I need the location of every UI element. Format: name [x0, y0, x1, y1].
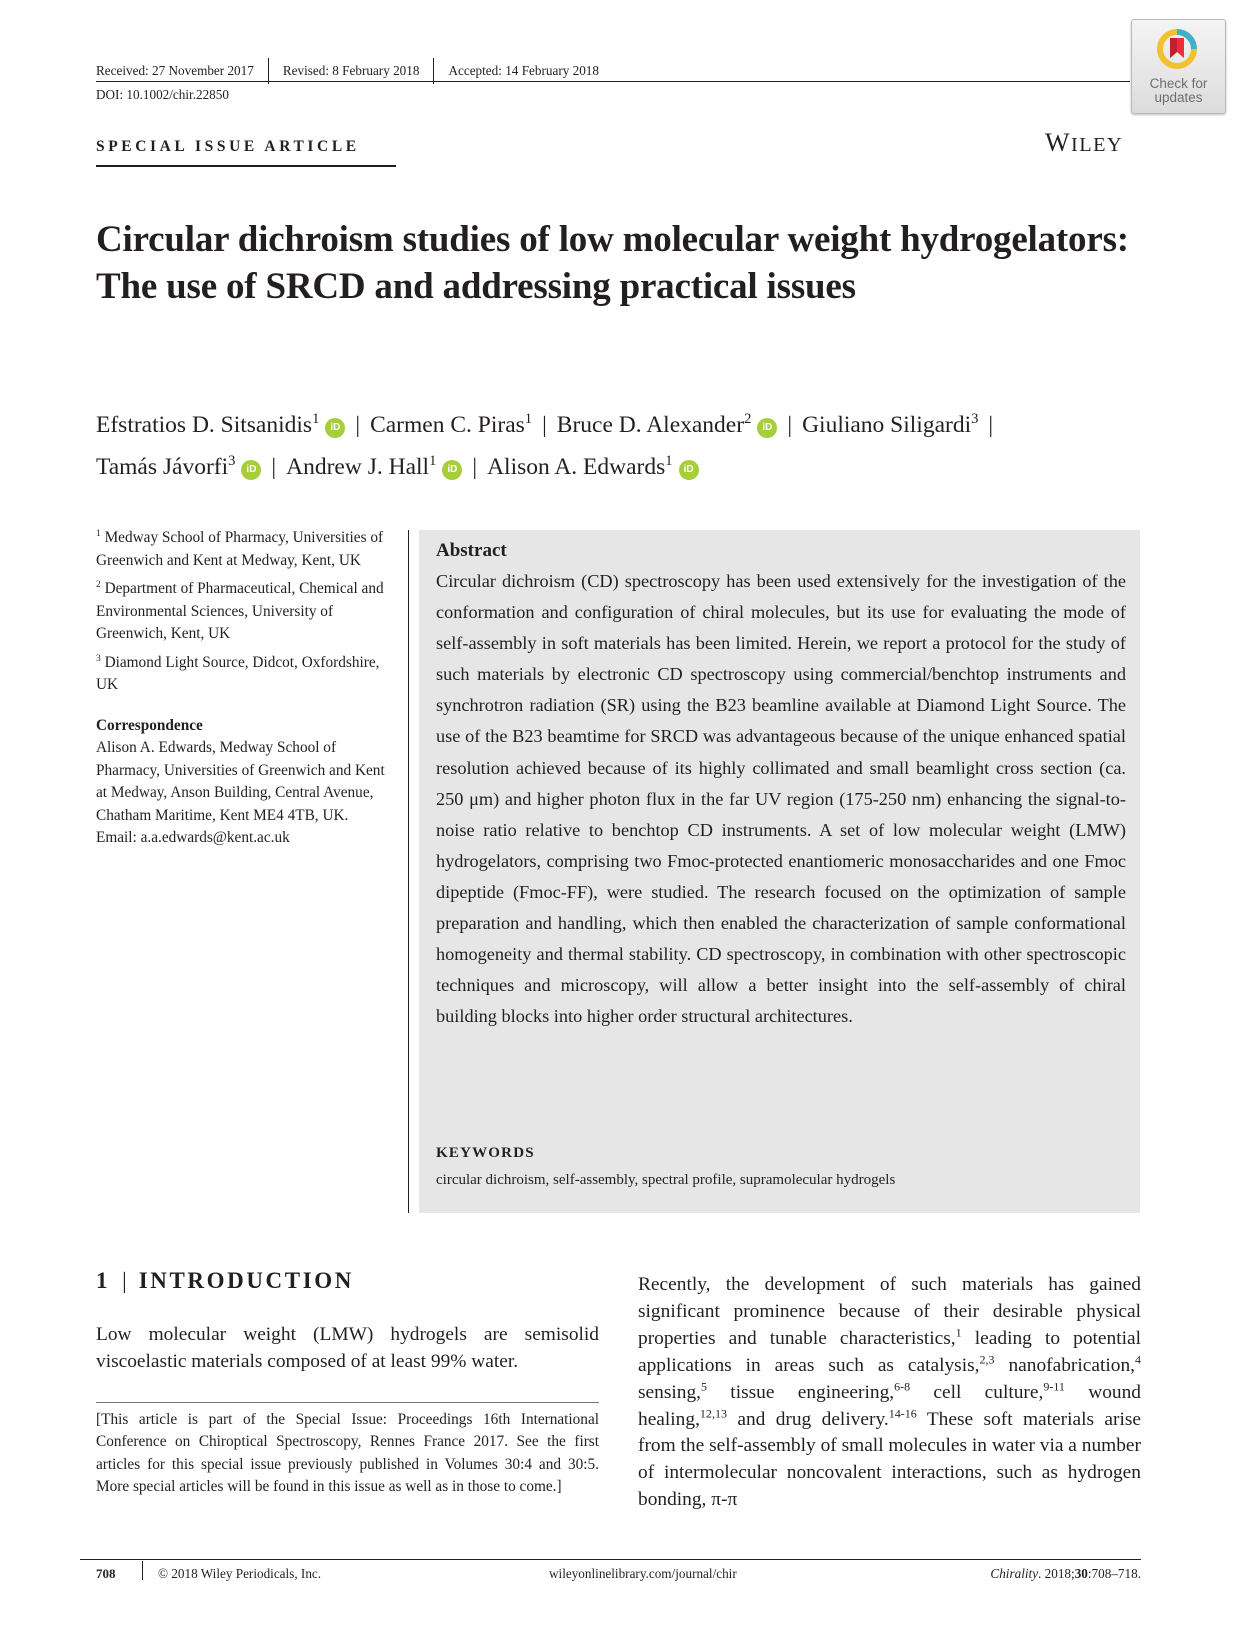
author[interactable]: Efstratios D. Sitsanidis$^1$ — [96, 411, 320, 438]
keywords: circular dichroism, self-assembly, spectral profile, supramolecular hydrogels — [436, 1172, 896, 1188]
citation-ref[interactable]: 6-8 — [894, 1379, 911, 1394]
affiliation-3: $^3$ Diamond Light Source, Didcot, Oxfordshire, UK — [96, 653, 380, 693]
footer-rule — [80, 1559, 1141, 1560]
orcid-icon[interactable]: iD — [757, 418, 777, 438]
author[interactable]: Andrew J. Hall$^1$ — [286, 453, 437, 480]
special-issue-footnote: [This article is part of the Special Issue: Proceedings 16th International Conference on Chiroptical Spectroscopy, Rennes France 2017. See the first articles for this special issue previously published in Volumes 30:4 and 30:5. More special articles will be found in this issue as well as in those to come.] — [96, 1411, 599, 1496]
orcid-icon[interactable]: iD — [241, 460, 261, 480]
journal-url[interactable]: wileyonlinelibrary.com/journal/chir — [549, 1566, 737, 1581]
keywords-heading: KEYWORDS — [436, 1145, 535, 1161]
doi[interactable]: DOI: 10.1002/chir.22850 — [96, 87, 229, 102]
citation-ref[interactable]: 4 — [1135, 1352, 1142, 1367]
citation: Chirality. 2018;30:708–718. — [990, 1566, 1141, 1581]
orcid-icon[interactable]: iD — [325, 418, 345, 438]
article-title: Circular dichroism studies of low molecular weight hydrogelators: The use of SRCD and addressing practical issues — [96, 219, 1129, 307]
affiliation-1: $^1$ Medway School of Pharmacy, Universities of Greenwich and Kent at Medway, Kent, UK — [96, 528, 384, 569]
divider — [142, 1561, 143, 1580]
citation-ref[interactable]: 9-11 — [1043, 1379, 1065, 1394]
affiliation-2: $^2$ Department of Pharmaceutical, Chemical and Environmental Sciences, University of Greenwich, Kent, UK — [96, 579, 384, 642]
affiliations — [96, 527, 396, 850]
correspondence-email[interactable]: Email: a.a.edwards@kent.ac.uk — [96, 829, 290, 846]
author-separator: | — [542, 412, 547, 438]
abstract-text: Circular dichroism (CD) spectroscopy has been used extensively for the investigation of the conformation and configuration of chiral molecules, but its use for evaluating the mode of self-assembly in soft materials has been limited. Herein, we report a protocol for the study of such materials by electronic CD spectroscopy using commercial/benchtop instruments and synchrotron radiation (SR) using the B23 beamline available at Diamond Light Source. The use of the B23 beamtime for SRCD was advantageous because of the unique enhanced spatial resolution achieved because of its highly collimated and small beamlight cross section (ca. 250 μm) and higher photon flux in the far UV region (175-250 nm) enhancing the signal-to-noise ratio relative to benchtop CD instruments. A set of low molecular weight (LMW) hydrogelators, comprising two Fmoc-protected enantiomeric monosaccharides and one Fmoc dipeptide (Fmoc-FF), were studied. The research focused on the optimization of sample preparation and handling, which then enabled the characterization of sample conformational homogeneity and thermal stability. CD spectroscopy, in combination with other spectroscopic techniques and microscopy, will allow a better insight into the self-assembly of chiral building blocks into higher order structural architectures. — [436, 571, 1126, 1027]
accepted-date: Accepted: 14 February 2018 — [448, 63, 599, 78]
article-type-underline — [96, 165, 396, 167]
article-type: SPECIAL ISSUE ARTICLE — [96, 138, 360, 155]
copyright: © 2018 Wiley Periodicals, Inc. — [158, 1566, 322, 1581]
orcid-icon[interactable]: iD — [679, 460, 699, 480]
author-separator: | — [355, 412, 361, 438]
author[interactable]: Alison A. Edwards$^1$ — [487, 453, 673, 480]
correspondence-heading: Correspondence — [96, 716, 203, 734]
author[interactable]: Tamás Jávorfi$^3$ — [96, 453, 236, 480]
revised-date: Revised: 8 February 2018 — [282, 63, 420, 78]
received-date: Received: 27 November 2017 — [96, 63, 254, 78]
badge-label: Check for updates — [1149, 76, 1208, 105]
column-divider — [408, 530, 409, 1213]
citation-ref[interactable]: 2,3 — [979, 1352, 995, 1367]
publisher-logo: WILEY — [1045, 128, 1124, 157]
intro-paragraph-right: Recently, the development of such materials has gained significant prominence because of their desirable physical properties and tunable characteristics,$^1$ leading to potential applications in areas such as catalysis,$^{2,3}$ nanofabrication,$^4$ sensing,$^5$ tissue engineering,$^{6-8}$ cell culture,$^{9-11}$ wound healing,$^{12,13}$ and drug delivery.$^{14-16}$ These soft materials arise from the self-assembly of small molecules in water via a number of intermolecular noncovalent interactions, such as hydrogen bonding, π-π — [638, 1274, 1142, 1511]
abstract-box — [419, 530, 1140, 1213]
author-separator: | — [271, 454, 277, 480]
author[interactable]: Bruce D. Alexander$^2$ — [556, 411, 752, 438]
author-list — [96, 404, 1136, 488]
citation-ref[interactable]: 5 — [701, 1379, 708, 1394]
author-separator: | — [472, 454, 478, 480]
author-separator: | — [988, 412, 994, 438]
section-heading: 1 | INTRODUCTION — [96, 1268, 354, 1293]
intro-paragraph-left: Low molecular weight (LMW) hydrogels are semisolid viscoelastic materials composed of at least 99% water. — [96, 1324, 599, 1373]
citation-ref[interactable]: 12,13 — [699, 1406, 727, 1421]
citation-ref[interactable]: 14-16 — [888, 1406, 917, 1421]
correspondence-address: Alison A. Edwards, Medway School of Pharmacy, Universities of Greenwich and Kent at Medway, Anson Building, Central Avenue, Chatham Maritime, Kent ME4 4TB, UK. — [96, 739, 385, 824]
citation-ref[interactable]: 1 — [955, 1325, 962, 1340]
footnote-rule — [96, 1402, 599, 1403]
crossmark-icon — [1156, 28, 1198, 70]
page-number: 708 — [96, 1566, 116, 1581]
check-for-updates-button[interactable] — [1131, 19, 1226, 114]
author[interactable]: Giuliano Siligardi$^3$ — [802, 411, 979, 438]
abstract-heading: Abstract — [436, 540, 507, 561]
orcid-icon[interactable]: iD — [442, 460, 462, 480]
header-rule — [96, 81, 1130, 82]
author[interactable]: Carmen C. Piras$^1$ — [370, 411, 533, 438]
author-separator: | — [787, 412, 793, 438]
